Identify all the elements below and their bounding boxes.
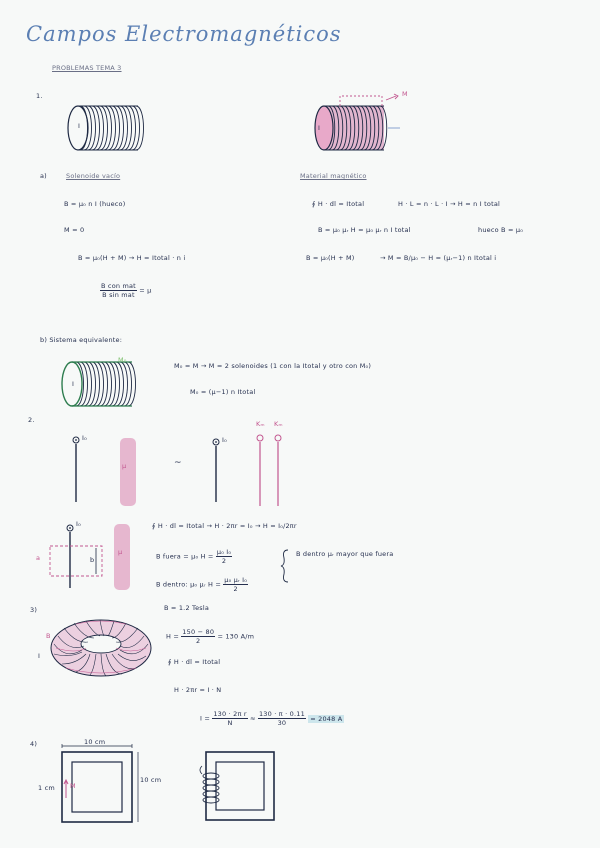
equiv-m0-label: M₀ xyxy=(118,356,127,364)
coil-current-label: I xyxy=(78,122,81,130)
page-title: Campos Electromagnéticos xyxy=(26,22,342,46)
p2-b-outside-den: 2 xyxy=(221,557,227,565)
loop-mu-label: μ xyxy=(118,548,123,556)
problem-number-4: 4) xyxy=(30,740,38,748)
brace-symbol xyxy=(280,548,290,584)
core-m-label: M xyxy=(70,782,76,790)
empty-solenoid-heading: Solenoide vacío xyxy=(66,172,121,180)
eq-material-hueco: hueco B = μ₀ xyxy=(478,226,524,234)
eq-ratio-denominator: B sin mat xyxy=(102,291,135,299)
p2-b-inside-lhs: B dentro: μ₀ μᵣ H = xyxy=(156,580,221,589)
p3-i-den2: 30 xyxy=(277,719,287,727)
loop-label-b: b xyxy=(90,556,95,564)
eq-empty-b-field: B = μ₀ n I (hueco) xyxy=(64,200,126,208)
eq-ratio-rhs: = μ xyxy=(139,286,152,295)
eq-empty-b-relation: B = μ₀(H + M) → H = Itotal · n i xyxy=(78,254,186,262)
wire-and-material-figure xyxy=(60,430,300,510)
p2-b-inside-num: μ₀ μᵣ I₀ xyxy=(224,576,248,584)
p3-i-result: = 2048 A xyxy=(310,714,343,723)
dim-left-label: 1 cm xyxy=(38,784,55,792)
p2-b-inside-den: 2 xyxy=(233,585,238,593)
eq-material-h: H · L = n · L · I → H = n I total xyxy=(398,200,501,208)
eq-ratio-numerator: B con mat xyxy=(101,282,136,290)
dim-top-label: 10 cm xyxy=(84,738,106,746)
p2-b-outside-num: μ₀ I₀ xyxy=(216,548,232,556)
loop-label-a: a xyxy=(36,554,41,562)
equiv-coil-label: I xyxy=(72,380,75,388)
eq-material-b: B = μ₀ μᵣ H = μ₀ μᵣ n I total xyxy=(318,226,411,234)
p3-i-num2: 130 · π · 0.11 xyxy=(258,710,305,718)
eq-material-ampere: ∮ H · dl = Itotal xyxy=(312,200,365,208)
wire-current-label: I₀ xyxy=(82,434,87,442)
magnetic-material-heading: Material magnético xyxy=(300,172,367,180)
p2-b-outside-lhs: B fuera = μ₀ H = xyxy=(156,552,214,561)
p3-i-lhs: I = xyxy=(200,714,211,723)
p3-h-eq xyxy=(166,628,254,645)
p3-h-lhs: H = xyxy=(166,632,180,641)
loop-current-label: I₀ xyxy=(76,520,81,528)
eq-material-b-relation: B = μ₀(H + M) xyxy=(306,254,355,262)
coil-material-label: I xyxy=(318,124,321,132)
p3-current-eq: I = $\frac{\text{130 · 2π r}}{N}$ ≈ $\frac{130 \cdot \pi \cdot 0.11}{30}$ = 2048 A xyxy=(200,710,343,727)
p2-note: B dentro μᵣ mayor que fuera xyxy=(296,550,394,558)
p3-h-num: 150 − 80 xyxy=(182,628,215,636)
equiv-eq2: M₀ = (μ−1) n Itotal xyxy=(190,388,256,396)
problem-number-2: 2. xyxy=(28,416,35,424)
wire2-current-label: I₀ xyxy=(222,436,227,444)
eq-material-m: → M = B/μ₀ − H = (μᵣ−1) n Itotal i xyxy=(380,254,497,262)
p3-h-den: 2 xyxy=(196,637,201,645)
km-label: Kₘ xyxy=(256,420,265,428)
toroid-b-tag: B xyxy=(46,632,51,640)
toroid-figure xyxy=(46,614,156,684)
page-subtitle: PROBLEMAS TEMA 3 xyxy=(52,64,122,72)
eq-ratio xyxy=(100,282,151,299)
section-a-label: a) xyxy=(40,172,47,180)
p3-h-rhs: = 130 A/m xyxy=(217,632,255,641)
p2-b-inside xyxy=(156,576,248,593)
square-core-coil-figure xyxy=(196,748,280,826)
problem-number-1: 1. xyxy=(36,92,43,100)
solenoid-material-figure xyxy=(312,92,412,158)
p3-b-value: B = 1.2 Tesla xyxy=(164,604,210,612)
material-mu-label: μ xyxy=(122,462,127,470)
toroid-i-tag: I xyxy=(38,652,41,660)
p3-i-num1: 130 · 2π r xyxy=(213,710,247,718)
magnetization-label: M xyxy=(402,90,408,98)
p3-ampere: ∮ H · dl = Itotal xyxy=(168,658,221,666)
eq-empty-magnetization: M = 0 xyxy=(64,226,85,234)
equiv-eq1: M₀ = M → M = 2 solenoides (1 con la Itotal y otro con M₀) xyxy=(174,362,372,370)
section-b-label: b) Sistema equivalente: xyxy=(40,336,123,344)
equivalence-symbol: ~ xyxy=(174,458,182,468)
p3-i-den1: N xyxy=(227,719,233,727)
p2-b-outside xyxy=(156,548,232,565)
p2-ampere-eq: ∮ H · dl = Itotal → H · 2πr = I₀ → H = I₀/2πr xyxy=(152,522,297,530)
dim-right-label: 10 cm xyxy=(140,776,162,784)
km2-label: Kₘ xyxy=(274,420,283,428)
problem-number-3: 3) xyxy=(30,606,38,614)
p3-hl: H · 2πr = I · N xyxy=(174,686,222,694)
